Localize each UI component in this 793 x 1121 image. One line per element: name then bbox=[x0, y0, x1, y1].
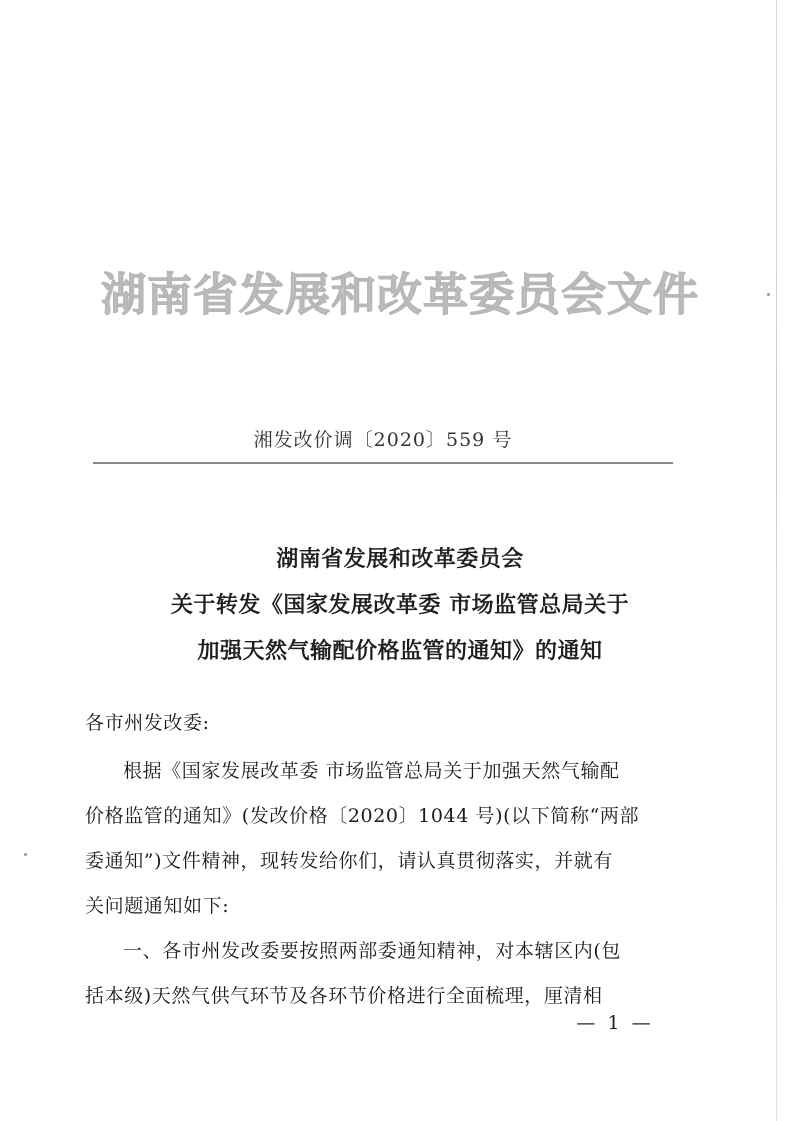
title-line-2: 关于转发《国家发展改革委 市场监管总局关于 bbox=[170, 593, 630, 618]
document-number: 湘发改价调〔2020〕559 号 bbox=[253, 429, 513, 451]
salutation: 各市州发改委: bbox=[85, 712, 210, 734]
scan-edge-line bbox=[776, 0, 777, 1121]
scan-speck bbox=[24, 853, 27, 856]
header-divider bbox=[93, 462, 673, 464]
body-line: 根据《国家发展改革委 市场监管总局关于加强天然气输配 bbox=[123, 760, 620, 782]
scan-speck bbox=[767, 293, 770, 296]
body-line: 关问题通知如下: bbox=[85, 895, 230, 917]
body-line: 委通知”)文件精神，现转发给你们，请认真贯彻落实，并就有 bbox=[85, 850, 613, 872]
body-line: 价格监管的通知》(发改价格〔2020〕1044 号)(以下简称“两部 bbox=[85, 805, 640, 827]
title-line-3: 加强天然气输配价格监管的通知》的通知 bbox=[197, 639, 603, 664]
title-line-1: 湖南省发展和改革委员会 bbox=[276, 547, 524, 572]
page-number: — 1 — bbox=[576, 1012, 654, 1034]
body-line: 括本级)天然气供气环节及各环节价格进行全面梳理，厘清相 bbox=[85, 985, 603, 1007]
issuing-authority-header: 湖南省发展和改革委员会文件 bbox=[100, 268, 699, 321]
body-line: 一、各市州发改委要按照两部委通知精神，对本辖区内(包 bbox=[123, 940, 622, 962]
